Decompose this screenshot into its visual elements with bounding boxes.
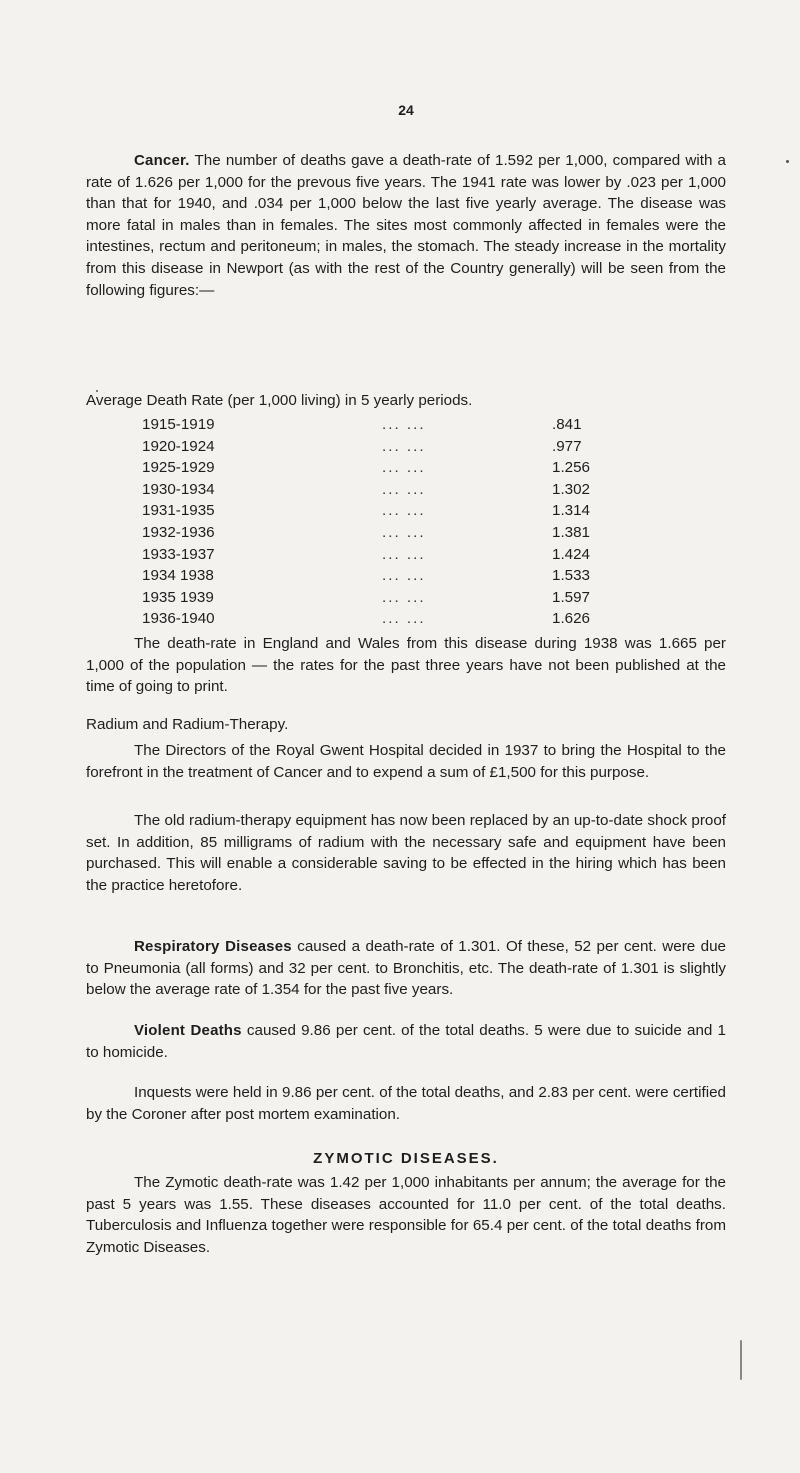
rate-leader-dots: ... ... [382,567,426,585]
rate-value: 1.314 [552,502,591,520]
rate-table-caption: Average Death Rate (per 1,000 living) in 5 yearly periods. [86,392,473,409]
rate-period: 1920-1924 [142,437,215,455]
scan-mark [740,1340,742,1380]
rate-row [142,436,632,458]
rate-value: 1.597 [552,588,591,606]
respiratory-text: caused a death-rate of 1.301. Of these, 52 per cent. were due to Pneumonia (all forms) and 32 per cent. to Bronchitis, etc. The death-rate of 1.301 is slightly below the average rate of 1.354 for the past five years. [86,938,726,999]
rate-leader-dots: ... ... [382,480,426,498]
rate-leader-dots: ... ... [382,437,426,455]
zymotic-diseases-title: ZYMOTIC DISEASES. [313,1150,499,1167]
rate-value: .841 [552,416,582,433]
rate-row [142,608,632,630]
respiratory-paragraph [86,936,726,1001]
cancer-text: The number of deaths gave a death-rate of 1.592 per 1,000, compared with a rate of 1.626 per 1,000 for the prevous five years. The 1941 rate was lower by .023 per 1,000 than that for 1940, and .034 per 1,000 below the last five yearly average. The disease was more fatal in males than in females. The sites most commonly affected in females were the intestines, rectum and peritoneum; in males, the stomach. The steady increase in the mortality from this disease in Newport (as with the rest of the Country generally) will be seen from the following figures:— [86,152,726,299]
rate-row [142,565,632,587]
rate-row [142,479,632,501]
england-wales-paragraph: The death-rate in England and Wales from this disease during 1938 was 1.665 per 1,000 of the population — the rates for the past three years have not been published at the time of going to print. [86,635,726,696]
rate-leader-dots: ... ... [382,545,426,563]
rate-value: 1.424 [552,545,591,563]
radium-paragraph-2: The old radium-therapy equipment has now been replaced by an up-to-date shock proof set. In addition, 85 milligrams of radium with the necessary safe and equipment have been purchased. This will enable a considerable saving to be effected in the hiring which has been the practice heretofore. [86,812,726,894]
rate-leader-dots: ... ... [382,502,426,520]
rate-period: 1936-1940 [142,610,215,628]
rate-period: 1925-1929 [142,459,215,477]
inquests-paragraph: Inquests were held in 9.86 per cent. of the total deaths, and 2.83 per cent. were certified by the Coroner after post mortem examination. [86,1084,726,1123]
rate-leader-dots: ... ... [382,416,426,433]
rate-period: 1932-1936 [142,523,215,541]
rate-value: 1.533 [552,567,591,585]
cancer-paragraph [86,150,726,301]
radium-heading: Radium and Radium-Therapy. [86,716,289,733]
rate-row [142,500,632,522]
radium-paragraph-1: The Directors of the Royal Gwent Hospital decided in 1937 to bring the Hospital to the forefront in the treatment of Cancer and to expend a sum of £1,500 for this purpose. [86,742,726,781]
rate-period: 1930-1934 [142,480,215,498]
rate-leader-dots: ... ... [382,610,426,628]
rate-value: 1.302 [552,480,591,498]
rate-period: 1915-1919 [142,416,215,433]
rate-value: .977 [552,437,582,455]
rate-row [142,522,632,544]
scan-speck [96,390,98,392]
rate-period: 1934 1938 [142,567,214,585]
rate-period: 1935 1939 [142,588,214,606]
rate-period: 1933-1937 [142,545,215,563]
rate-leader-dots: ... ... [382,588,426,606]
rate-row [142,414,632,436]
violent-deaths-heading: Violent Deaths [134,1022,242,1039]
zymotic-paragraph: The Zymotic death-rate was 1.42 per 1,000 inhabitants per annum; the average for the past 5 years was 1.55. These diseases accounted for 11.0 per cent. of the total deaths. Tuberculosis and Influenza together were responsible for 65.4 per cent. of the total deaths from Zymotic Diseases. [86,1174,726,1256]
page-number: 24 [398,102,414,118]
rate-row [142,457,632,479]
rate-value: 1.381 [552,523,591,541]
cancer-heading: Cancer. [134,152,190,169]
respiratory-heading: Respiratory Diseases [134,938,292,955]
death-rate-table [142,414,632,630]
rate-leader-dots: ... ... [382,459,426,477]
violent-deaths-paragraph [86,1020,726,1063]
violent-deaths-text: caused 9.86 per cent. of the total deaths. 5 were due to suicide and 1 to homicide. [86,1022,726,1061]
rate-period: 1931-1935 [142,502,215,520]
rate-row [142,544,632,566]
scan-speck [786,160,789,163]
rate-leader-dots: ... ... [382,523,426,541]
rate-row [142,587,632,609]
rate-value: 1.626 [552,610,591,628]
rate-value: 1.256 [552,459,591,477]
